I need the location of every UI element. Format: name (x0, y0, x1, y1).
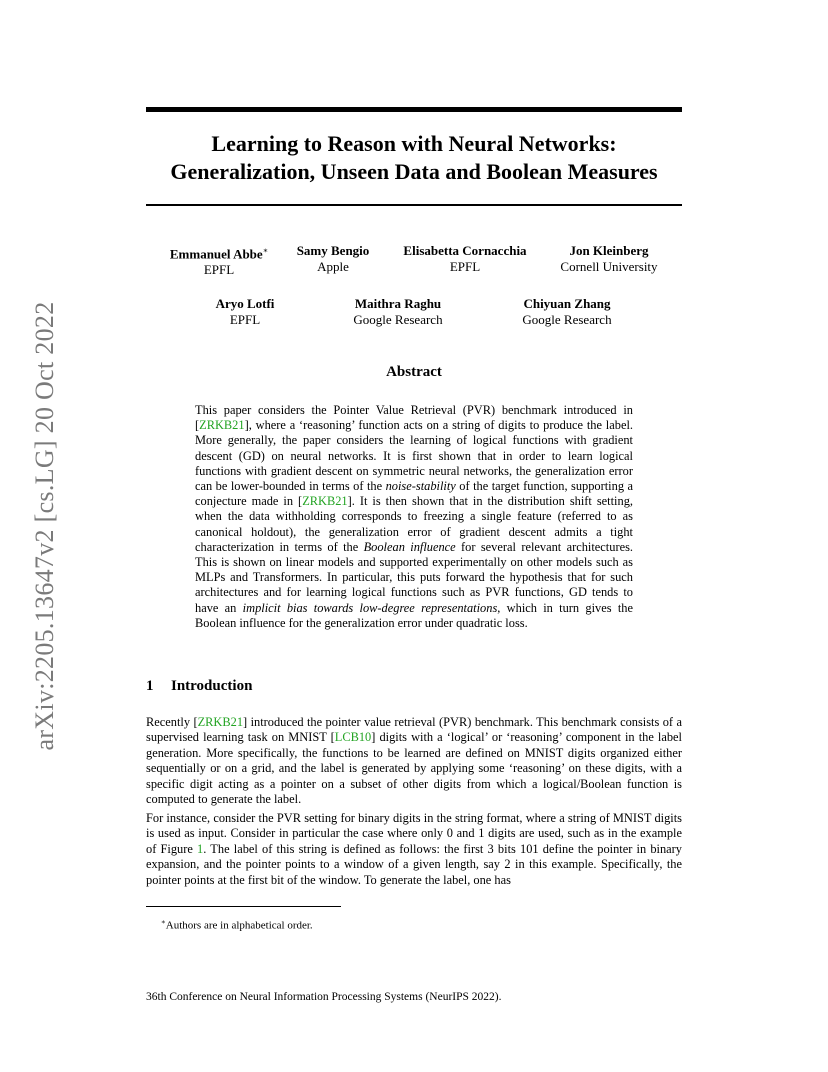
section-title: Introduction (171, 678, 253, 694)
author-block (165, 296, 325, 328)
citation-link[interactable]: ZRKB21 (197, 715, 244, 729)
author-affiliation: EPFL (229, 312, 261, 327)
abstract-body: This paper considers the Pointer Value Retrieval (PVR) benchmark introduced in [ZRKB21], where a ‘reasoning’ function acts on a string of digits to produce the label. More generally, the paper considers the learning of logical functions with gradient descent (GD) on neural networks. It is first shown that in order to learn logical functions with gradient descent on symmetric neural networks, the generalization error can be lower-bounded in terms of the noise-stability of the target function, supporting a conjecture made in [ZRKB21]. It is then shown that in the distribution shift setting, when the data withholding corresponds to freezing a single feature (referred to as canonical holdout), the generalization error of gradient descent admits a tight characterization in terms of the Boolean influence for several relevant architectures. This is shown on linear models and supported experimentally on other models such as MLPs and Transformers. In particular, this puts forward the hypothesis that for such architectures and for learning logical functions such as PVR functions, GD tends to have an implicit bias towards low-degree representations, which in turn gives the Boolean influence for the generalization error under quadratic loss. (195, 403, 634, 630)
author-name: Elisabetta Cornacchia (403, 243, 527, 258)
arxiv-identifier: arXiv:2205.13647v2 [cs.LG] 20 Oct 2022 (30, 301, 59, 751)
intro-paragraph: Recently [ZRKB21] introduced the pointer value retrieval (PVR) benchmark. This benchmark consists of a supervised learning task on MNIST [LCB10] digits with a ‘logical’ or ‘reasoning’ component in the label generation. More specifically, the functions to be learned are defined on MNIST digits organized either sequentially or on a grid, and the label is generated by applying some ‘reasoning’ on these digits, with a specific digit acting as a pointer on a subset of other digits from which a logical/Boolean function is computed to generate the label. (146, 715, 682, 807)
author-footnote-mark: ∗ (262, 246, 269, 255)
author-affiliation: EPFL (203, 262, 235, 278)
footnote-rule (146, 906, 341, 907)
footnote (161, 918, 313, 932)
title-line-1: Learning to Reason with Neural Networks: (211, 131, 617, 156)
author-name: Jon Kleinberg (569, 243, 649, 258)
author-affiliation: Google Research (353, 312, 443, 327)
author-block (385, 243, 545, 275)
section-heading (146, 678, 252, 695)
author-affiliation: Google Research (522, 312, 612, 327)
citation-link[interactable]: LCB10 (334, 730, 372, 745)
venue-note: 36th Conference on Neural Information Processing Systems (NeurIPS 2022). (146, 991, 502, 1003)
author-affiliation: EPFL (449, 259, 481, 274)
figure-link[interactable]: 1 (197, 841, 204, 856)
section-number: 1 (146, 678, 154, 694)
paper-title (100, 130, 728, 186)
author-name: Samy Bengio (296, 243, 370, 258)
author-name: Chiyuan Zhang (523, 296, 611, 311)
author-affiliation: Apple (317, 259, 349, 274)
citation-link[interactable]: ZRKB21 (199, 418, 245, 433)
author-affiliation: Cornell University (560, 259, 658, 274)
footnote-text: Authors are in alphabetical order. (165, 919, 313, 932)
abstract-heading: Abstract (386, 364, 442, 380)
footnote-mark: ∗ (161, 918, 166, 926)
author-block (487, 296, 647, 328)
author-name: Emmanuel Abbe∗ (169, 246, 269, 262)
author-name: Maithra Raghu (354, 296, 442, 311)
author-block (318, 296, 478, 328)
citation-link[interactable]: ZRKB21 (302, 494, 348, 509)
title-line-2: Generalization, Unseen Data and Boolean Measures (170, 159, 658, 184)
title-bottom-rule (146, 204, 682, 206)
intro-paragraph: For instance, consider the PVR setting for binary digits in the string format, where a string of MNIST digits is used as input. Consider in particular the case where only 0 and 1 digits are used, such as in the example of Figure 1. The label of this string is defined as follows: the first 3 bits 101 define the pointer in binary expansion, and the pointer points to a window of a given length, say 2 in this example. Specifically, the pointer points at the first bit of the window. To generate the label, one has (146, 811, 683, 887)
author-block (529, 243, 689, 275)
author-name: Aryo Lotfi (215, 296, 275, 311)
title-top-rule (146, 107, 682, 112)
